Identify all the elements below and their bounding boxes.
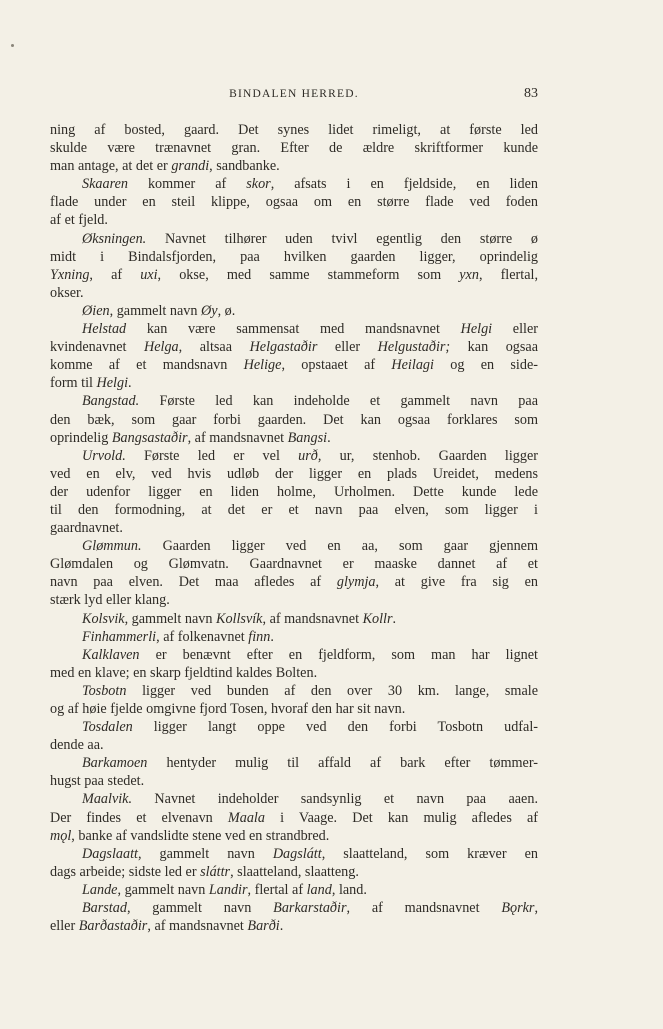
text-run: stærk lyd eller klang. — [50, 592, 170, 609]
text-line — [50, 754, 538, 772]
italic-term: Maala — [227, 809, 265, 826]
text-run: , af — [89, 266, 141, 283]
italic-term: Helige — [243, 357, 282, 374]
page-number: 83 — [524, 86, 538, 101]
text-run: . — [279, 918, 284, 935]
text-run: til den formodning, at det er et navn paa elven, som ligger i — [50, 501, 538, 518]
paragraph — [50, 175, 538, 229]
italic-term: Bangstad. — [82, 393, 140, 410]
italic-term: Helgustaðir; — [377, 339, 451, 356]
text-run: , gammelt navn — [137, 845, 273, 862]
text-run: eller — [492, 321, 539, 338]
text-run: dende aa. — [50, 737, 104, 754]
text-line — [50, 230, 538, 248]
paragraph — [50, 537, 538, 609]
text-line — [50, 157, 538, 175]
text-line — [50, 139, 538, 157]
italic-term: Kollsvík — [215, 610, 263, 627]
text-run: , gammelt navn — [124, 610, 216, 627]
italic-term: mǫl — [50, 827, 72, 844]
text-line — [50, 501, 538, 519]
text-run: gaardnavnet. — [50, 520, 123, 537]
text-line — [50, 845, 538, 863]
text-line — [50, 411, 538, 429]
text-run: hugst paa stedet. — [50, 773, 145, 790]
text-run: oprindelig — [50, 429, 112, 446]
italic-term: Finhammerli — [82, 628, 157, 645]
italic-term: skor — [246, 176, 271, 193]
text-line — [50, 772, 538, 790]
italic-term: Landir — [208, 881, 248, 898]
italic-term: Skaaren — [82, 176, 128, 193]
paragraph — [50, 754, 538, 790]
text-run: er benævnt efter en fjeldform, som man har lignet — [139, 646, 538, 663]
text-run: Navnet tilhører uden tvivl egentlig den større ø — [146, 230, 538, 247]
italic-term: uxi — [140, 266, 158, 283]
text-run: , altsaa — [178, 339, 250, 356]
italic-term: Helstad — [82, 321, 127, 338]
italic-term: Barkarstaðir — [273, 900, 347, 917]
text-run: , af mandsnavnet — [262, 610, 363, 627]
text-line — [50, 591, 538, 609]
text-run: . — [128, 375, 132, 392]
italic-term: Bangsi — [287, 429, 328, 446]
paragraph — [50, 447, 538, 537]
italic-term: Øy — [201, 302, 218, 319]
text-line — [50, 302, 538, 320]
italic-term: Øksningen. — [82, 230, 147, 247]
italic-term: Helgi — [460, 321, 493, 338]
text-line — [50, 610, 538, 628]
italic-term: yxn — [459, 266, 479, 283]
text-line — [50, 519, 538, 537]
body-text — [50, 121, 538, 935]
text-run: , gammelt navn — [117, 881, 209, 898]
text-run: hentyder mulig til affald af bark efter tømmer- — [147, 755, 538, 772]
text-line — [50, 284, 538, 302]
text-run: eller — [50, 918, 79, 935]
text-line — [50, 573, 538, 591]
text-line — [50, 392, 538, 410]
text-line — [50, 374, 538, 392]
text-run: , slaatteland, som kræver en — [321, 845, 538, 862]
text-run: . — [327, 429, 331, 446]
text-line — [50, 718, 538, 736]
paragraph — [50, 628, 538, 646]
text-run: ligger langt oppe ved den forbi Tosbotn udfal- — [132, 719, 538, 736]
text-run: Første led er vel — [125, 447, 299, 464]
italic-term: grandi — [171, 158, 210, 175]
text-run: Navnet indeholder sandsynlig et navn paa aaen. — [132, 791, 538, 808]
italic-term: Dagslátt — [272, 845, 322, 862]
text-run: ligger ved bunden af den over 30 km. lange, smale — [126, 682, 538, 699]
text-line — [50, 863, 538, 881]
text-run: okser. — [50, 284, 84, 301]
text-line — [50, 320, 538, 338]
italic-term: Helgastaðir — [249, 339, 318, 356]
italic-term: Barði — [247, 918, 280, 935]
paragraph — [50, 790, 538, 844]
text-line — [50, 121, 538, 139]
text-run: Første led kan indeholde et gammelt navn paa — [139, 393, 538, 410]
paragraph — [50, 881, 538, 899]
running-header — [50, 88, 538, 108]
text-run: , af mandsnavnet — [187, 429, 288, 446]
italic-term: Urvold. — [82, 447, 126, 464]
text-run: Der findes et elvenavn — [50, 809, 228, 826]
text-run: , ø. — [217, 302, 236, 319]
text-line — [50, 917, 538, 935]
italic-term: glymja — [336, 574, 376, 591]
text-line — [50, 682, 538, 700]
text-line — [50, 465, 538, 483]
italic-term: Glømmun. — [82, 538, 142, 555]
text-run: midt i Bindalsfjorden, paa hvilken gaarden ligger, oprindelig — [50, 248, 538, 265]
text-line — [50, 175, 538, 193]
text-run: , okse, med samme stammeform som — [157, 266, 460, 283]
text-run: , banke af vandslidte stene ved en strandbred. — [71, 827, 330, 844]
italic-term: sláttr — [200, 863, 231, 880]
speck — [11, 44, 14, 47]
italic-term: Kalklaven — [82, 646, 140, 663]
italic-term: land — [306, 881, 332, 898]
text-run: , afsats i en fjeldside, en liden — [270, 176, 538, 193]
paragraph — [50, 121, 538, 175]
italic-term: Tosbotn — [82, 682, 127, 699]
italic-term: Maalvik. — [82, 791, 133, 808]
italic-term: Barðastaðir — [78, 918, 148, 935]
text-run: kommer af — [127, 176, 247, 193]
paragraph — [50, 899, 538, 935]
text-run: . — [392, 610, 397, 627]
text-run: af et fjeld. — [50, 212, 108, 229]
paragraph — [50, 320, 538, 392]
text-line — [50, 248, 538, 266]
text-line — [50, 827, 538, 845]
text-run: form til — [50, 375, 97, 392]
running-title: BINDALEN HERRED. — [229, 88, 359, 100]
text-run: komme af et mandsnavn — [50, 357, 244, 374]
paragraph — [50, 845, 538, 881]
paragraph — [50, 392, 538, 446]
text-run: og af høie fjelde omgivne fjord Tosen, hvoraf den har sit navn. — [50, 701, 406, 717]
italic-term: Yxning — [50, 266, 90, 283]
paragraph — [50, 230, 538, 302]
text-run: , slaatteland, slaatteng. — [230, 863, 359, 880]
text-line — [50, 646, 538, 664]
text-line — [50, 881, 538, 899]
text-run: , opstaaet af — [281, 357, 392, 374]
text-run: dags arbeide; sidste led er — [50, 863, 201, 880]
text-run: navn paa elven. Det maa afledes af — [50, 574, 337, 591]
italic-term: Kollr — [362, 610, 393, 627]
text-run: eller — [317, 339, 378, 356]
text-run: kvindenavnet — [50, 339, 144, 356]
text-line — [50, 790, 538, 808]
text-run: kan være sammensat med mandsnavnet — [126, 321, 461, 338]
text-run: flade under en steil klippe, ogsaa om en større flade ved foden — [50, 194, 538, 211]
text-run: den bæk, som gaar forbi gaarden. Det kan ogsaa forklares som — [50, 411, 538, 428]
text-run: Glømdalen og Glømvatn. Gaardnavnet er maaske dannet af et — [50, 556, 538, 573]
text-line — [50, 266, 538, 284]
text-line — [50, 193, 538, 211]
text-line — [50, 537, 538, 555]
text-run: med en klave; en skarp fjeldtind kaldes Bolten. — [50, 664, 318, 681]
text-run: , gammelt navn — [126, 900, 274, 917]
text-run: , flertal, — [478, 266, 539, 283]
paragraph — [50, 646, 538, 682]
text-run: , af folkenavnet — [156, 628, 249, 645]
italic-term: Øien — [82, 302, 110, 319]
text-run: , af mandsnavnet — [147, 918, 248, 935]
text-run: der udenfor ligger en liden holme, Urholmen. Dette kunde lede — [50, 483, 538, 500]
text-run: , gammelt navn — [109, 302, 202, 319]
paragraph — [50, 682, 538, 718]
text-run: ning af bosted, gaard. Det synes lidet rimeligt, at første led — [50, 122, 538, 138]
text-run: , ur, stenhob. Gaarden ligger — [317, 447, 539, 464]
text-line — [50, 338, 538, 356]
text-line — [50, 899, 538, 917]
italic-term: Barstad — [82, 900, 127, 917]
text-run: kan ogsaa — [450, 339, 538, 356]
paragraph — [50, 302, 538, 320]
text-line — [50, 809, 538, 827]
text-line — [50, 356, 538, 374]
italic-term: Helgi — [96, 375, 129, 392]
text-run: , land. — [331, 881, 367, 898]
paragraph — [50, 718, 538, 754]
italic-term: Tosdalen — [82, 719, 133, 736]
text-line — [50, 211, 538, 229]
text-run: , flertal af — [247, 881, 307, 898]
text-line — [50, 736, 538, 754]
text-run: , — [534, 900, 538, 917]
text-run: man antage, at det er — [50, 158, 172, 175]
text-line — [50, 700, 538, 718]
text-run: , sandbanke. — [209, 158, 280, 175]
text-line — [50, 664, 538, 682]
paragraph — [50, 610, 538, 628]
italic-term: Dagslaatt — [82, 845, 138, 862]
italic-term: urð — [298, 447, 318, 464]
text-run: Gaarden ligger ved en aa, som gaar gjennem — [141, 538, 538, 555]
text-run: , af mandsnavnet — [346, 900, 502, 917]
text-line — [50, 447, 538, 465]
text-run: og en side- — [433, 357, 538, 374]
italic-term: finn — [248, 628, 271, 645]
text-run: skulde være trænavnet gran. Efter de ældre skriftformer kunde — [50, 140, 538, 157]
text-run: ved en elv, ved hvis udløb der ligger en plads Ureidet, medens — [50, 465, 538, 482]
italic-term: Bangsastaðir — [111, 429, 188, 446]
text-run: . — [270, 628, 274, 645]
italic-term: Helga — [143, 339, 179, 356]
text-line — [50, 555, 538, 573]
text-line — [50, 483, 538, 501]
italic-term: Kolsvik — [82, 610, 125, 627]
text-run: , at give fra sig en — [375, 574, 538, 591]
text-line — [50, 429, 538, 447]
text-run: i Vaage. Det kan mulig afledes af — [264, 809, 538, 826]
italic-term: Barkamoen — [82, 755, 148, 772]
italic-term: Lande — [82, 881, 118, 898]
italic-term: Heilagi — [391, 357, 434, 374]
italic-term: Bǫrkr — [501, 900, 535, 917]
text-line — [50, 628, 538, 646]
